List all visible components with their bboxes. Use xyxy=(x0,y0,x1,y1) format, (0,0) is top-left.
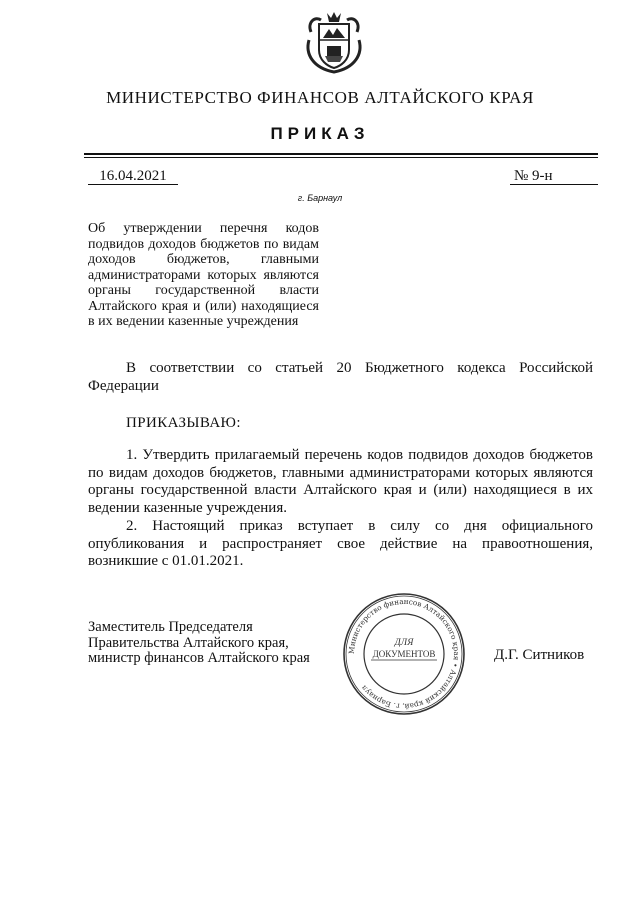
order-item-2: 2. Настоящий приказ вступает в силу со дня официального опубликования и распространяет свое действие на правоотношения, возникшие с 01.01.2021. xyxy=(88,518,593,569)
basis-paragraph: В соответствии со статьей 20 Бюджетного кодекса Российской Федерации xyxy=(88,360,593,394)
signer-name: Д.Г. Ситников xyxy=(494,647,585,663)
order-number: № 9-н xyxy=(510,168,598,185)
official-stamp xyxy=(341,591,467,717)
order-item-1: 1. Утвердить прилагаемый перечень кодов подвидов доходов бюджетов по видам доходов бюджетов, главными администраторами которых являются органы государственной власти Алтайского края и (или) находящиеся в их ведении казенные учреждения. xyxy=(88,447,593,516)
header-rule-thin xyxy=(84,157,598,158)
ministry-title: МИНИСТЕРСТВО ФИНАНСОВ АЛТАЙСКОГО КРАЯ xyxy=(106,88,534,107)
stamp-center-line-1: ДЛЯ xyxy=(394,638,414,648)
coat-of-arms-emblem xyxy=(299,10,369,76)
stamp-center-line-2: ДОКУМЕНТОВ xyxy=(372,649,436,659)
signer-position-line: Заместитель Председателя xyxy=(88,619,253,635)
document-type: ПРИКАЗ xyxy=(270,124,370,143)
order-date: 16.04.2021 xyxy=(88,168,178,185)
order-word: ПРИКАЗЫВАЮ: xyxy=(126,415,241,431)
stamp-ring-text: Министерство финансов Алтайского края • Алтайский край, г. Барнаул xyxy=(346,596,462,712)
order-subject: Об утверждении перечня кодов подвидов доходов бюджетов по видам доходов бюджетов, главными администраторами которых являются органы государственной власти Алтайского края и (или) находящиеся в их ведении казенные учреждения xyxy=(88,221,319,329)
signer-position xyxy=(88,620,310,667)
city-label: г. Барнаул xyxy=(297,193,343,203)
signer-position-line: министр финансов Алтайского края xyxy=(88,650,310,666)
header-rule-thick xyxy=(84,153,598,155)
signer-position-line: Правительства Алтайского края, xyxy=(88,634,289,651)
